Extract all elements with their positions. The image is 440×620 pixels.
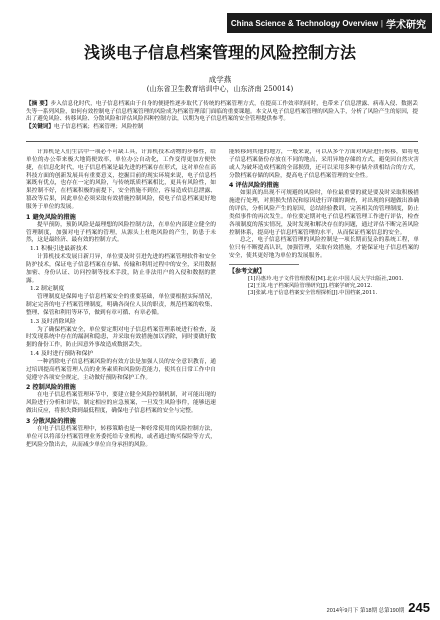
- references-heading: 【参考文献】: [229, 267, 266, 275]
- section-3-heading: 3 分散风险的措施: [26, 417, 76, 425]
- article-author: 成学燕: [208, 75, 232, 84]
- section-4-heading: 4 评估风险的措施: [229, 182, 279, 190]
- abstract-divider: [26, 141, 418, 142]
- reference-item: [1]冯惠玲.电子文件管理教程[M].北京:中国人民大学出版社,2001.: [248, 275, 404, 282]
- journal-name: China Science & Technology Overview: [230, 18, 378, 28]
- section-1-2-text: 管理制度是保障电子信息档案安全的重要基础，单位要根据实际情况，制定完善的电子档案管理制度，明确各岗位人员的职责，规范档案的收集、整理、保管和利用等环节，做到有章可循、有章必循。: [26, 294, 216, 316]
- continued-paragraph: 能转移到其他的地方，一般来说，可以从多个方面对风险进行转移，如将电子信息档案备份存放在不同的地点，采用异地存储的方式，避免因自然灾害或人为破坏造成档案的全部损毁，还可以采用多种存储介质相结合的方式，分散档案存储的风险，提高电子信息档案管理的安全性。: [229, 149, 419, 179]
- section-1-4-heading: 1.4 及时进行预防和保护: [30, 351, 94, 358]
- section-3-text: 在电子信息档案管理中，转移策略也是一种经常使用的风险控制方法，单位可以将部分档案管理业务委托给专业机构，或者通过购买保险等方式，把风险分散出去，从而减少单位自身承担的风险。: [26, 425, 216, 448]
- references-divider: [229, 264, 299, 265]
- section-1-4-text: 一种消除电子信息档案风险的有效方法是加强人员的安全意识教育，通过培训提高档案管理人员的业务素质和风险防范能力，使其在日常工作中自觉遵守各项安全规定，主动做好预防和保护工作。: [26, 358, 216, 381]
- article-title: 浅谈电子信息档案管理的风险控制方法: [83, 43, 356, 62]
- right-column: [229, 149, 419, 591]
- issue-info: 2014年9月下 第18期 总第190期: [326, 608, 405, 614]
- section-1-heading: 1 避免风险的措施: [26, 213, 76, 221]
- page-number: 245: [408, 600, 430, 615]
- section-2-text: 在电子信息档案管理环节中，要建立健全风险控制机制，对可能出现的风险进行分析和评估，制定相应的应急预案，一旦发生风险事件，能够迅速做出反应，将损失降到最低程度，确保电子信息档案的安全与完整。: [26, 392, 216, 415]
- page-footer: [327, 600, 430, 615]
- keywords-label: 【关键词】: [26, 123, 54, 130]
- journal-section: 学术研究: [386, 19, 426, 31]
- header-separator: |: [380, 18, 383, 28]
- article-affiliation: (山东省卫生教育培训中心，山东济南 250014): [146, 85, 294, 93]
- section-1-1-text: 计算机技术发展日新月异，单位要及时引进先进的档案管理软件和安全防护技术，保证电子信息档案在存储、传输和利用过程中的安全，采用数据加密、身份认证、访问控制等技术手段，防止非法用户的入侵和数据的泄露。: [26, 254, 216, 284]
- section-1-2-heading: 1.2 制定制度: [30, 286, 65, 293]
- section-2-heading: 2 控制风险的措施: [26, 384, 76, 392]
- reference-item: [2]王岚.电子档案风险管理研究[J].档案学研究,2012.: [248, 283, 373, 290]
- abstract-text: 步入信息化时代，电子信息档案由于自身的便捷性逐步取代了传统的档案管理方式，在提高工作效率的同时，也带来了信息泄露、病毒入侵、数据丢失等一系列风险，如何有效控制电子信息档案管理的风险成为档案管理部门面临的重要课题。本文从电子信息档案管理的风险入手，分析了风险产生的原因，提出了避免风险、转移风险、分散风险和评估风险四种控制方法，以期为电子信息档案的安全管理提供参考。: [26, 101, 418, 123]
- section-1-3-text: 为了确保档案安全，单位要定期对电子信息档案管理系统进行检查，及时发现系统中存在的漏洞和隐患，并采取有效措施加以消除，同时要做好数据的备份工作，防止因意外事故造成数据丢失。: [26, 326, 216, 349]
- abstract-label: 【摘 要】: [26, 101, 51, 107]
- abstract-block: [26, 101, 418, 131]
- reference-item: [3]张斌.电子信息档案安全管理探析[J].中国档案,2011.: [248, 290, 378, 297]
- left-column: [26, 149, 216, 591]
- journal-header: [227, 13, 432, 33]
- section-4-text: 如果真的出现不可规避的风险时，单位最重要的就是要及时采取积极措施进行处理，对照损失情况和原因进行详细的调查，对出现的问题做出准确的评估，分析风险产生的原因，总结经验教训，完善相关的管理制度，防止类似事件的再次发生。单位要定期对电子信息档案管理工作进行评估，检查各项制度的落实情况，及时发现和解决存在的问题，通过评估不断完善风险控制体系，提高电子信息档案管理的水平，从而保证档案信息的安全。: [229, 190, 419, 236]
- section-1-3-heading: 1.3 及时消除风险: [30, 318, 76, 325]
- keywords-text: 电子信息档案；档案管理；风险控制: [53, 123, 144, 130]
- intro-paragraph: 计算机是人们生活中一项必不可缺工具，计算机技术动物的步移性，给单位的办公带来极大地简便效率，单位办公自动化，工作变得更加方便快捷，在信息化时代，电子信息档案是最先进的档案存在形式，这对单位在高科技方面的创新发展具有重要意义，挖掘目前的现实环境来说，电子信息档案既有优点，也存在一定的风险，与传统纸质档案相比，更具有风险性，如果控制不好，在档案积极的前提下，安全措施不到位，容易造成信息泄露、篡改等后果，因此单位必须采取有效措施控制风险，使电子信息档案更好地服务于单位的发展。: [26, 149, 216, 210]
- conclusion-paragraph: 总之，电子信息档案管理的风险控制是一项长期而复杂的系统工程，单位只有不断提高认识，加强管理，采取有效措施，才能保证电子信息档案的安全，使其更好地为单位的发展服务。: [229, 237, 419, 260]
- section-1-1-heading: 1.1 积极引进最新技术: [30, 246, 88, 253]
- section-1-intro: 提早预防，预防风险是最理想的风险控制方法，在单位内部建立健全的管理制度，加强对电子档案的管理，从源头上杜绝风险的产生，防患于未然，这是最经济、最有效的控制方式。: [26, 221, 216, 244]
